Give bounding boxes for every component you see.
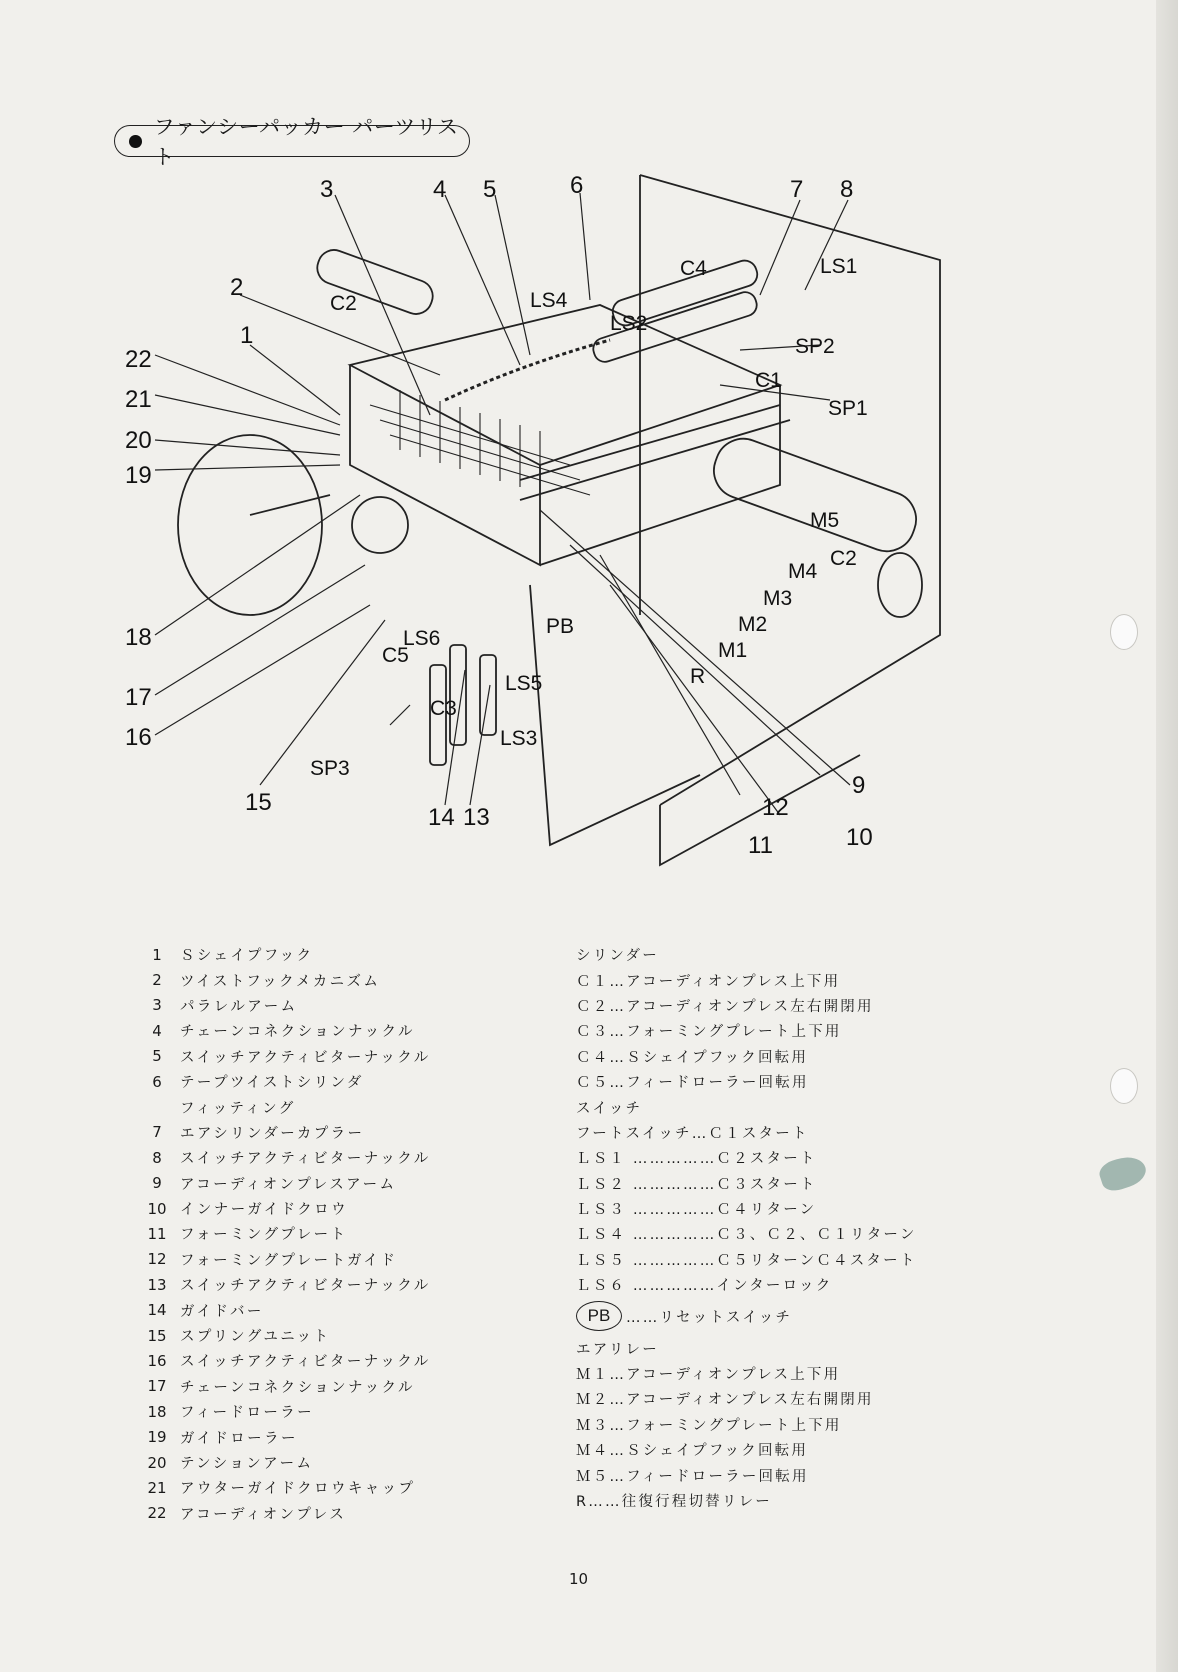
part-number: 12 [147,1250,167,1269]
callout-10: 10 [846,824,873,851]
switch-item: ＬＳ２ ……………Ｃ３スタート [576,1176,817,1193]
part-name: スイッチアクティビターナックル [180,1151,431,1168]
cylinder-item: Ｃ５…フィードローラー回転用 [576,1075,809,1092]
page-edge [1156,0,1178,1672]
part-name: Ｓシェイプフック [180,948,314,965]
callout-9: 9 [852,772,866,799]
punch-hole-top [1110,614,1138,650]
callout-11: 11 [748,832,773,859]
callout-19: 19 [125,462,152,489]
part-row [138,1145,558,1170]
part-number: 7 [152,1123,162,1142]
part-number: 9 [152,1174,162,1193]
part-number: 16 [147,1351,167,1370]
part-row [138,1374,558,1399]
switch-item: ＬＳ３ ……………Ｃ４リターン [576,1202,817,1219]
part-row [138,1348,558,1373]
part-row [138,1247,558,1272]
callout-15: 15 [245,789,272,816]
switch-heading: スイッチ [576,1100,643,1117]
part-number: 19 [147,1428,167,1447]
cylinder-heading: シリンダー [576,948,659,965]
label-ls3: LS3 [500,727,538,750]
part-name: ガイドローラー [180,1430,298,1447]
part-name: フィッティング [180,1100,296,1117]
callout-12: 12 [762,794,789,821]
label-m1: M1 [718,639,748,662]
label-m2: M2 [738,613,768,636]
callout-8: 8 [840,176,854,203]
part-row [138,1501,558,1526]
part-name: インナーガイドクロウ [180,1202,348,1219]
cylinder-item: Ｃ２…アコーディオンプレス左右開閉用 [576,998,874,1015]
label-sp2: SP2 [795,335,835,358]
part-name: アコーディオンプレスアーム [180,1176,397,1193]
part-row [138,993,558,1018]
part-number: 20 [147,1453,167,1472]
relay-item: Ｍ２…アコーディオンプレス左右開閉用 [576,1392,874,1409]
part-name: チェーンコネクションナックル [180,1379,415,1396]
machine-diagram [100,165,1100,925]
part-name: テンションアーム [180,1456,314,1472]
callout-3: 3 [320,176,334,203]
part-name: スイッチアクティビターナックル [180,1278,431,1295]
relay-heading: エアリレー [576,1341,659,1358]
reset-switch-text: ……リセットスイッチ [626,1309,793,1326]
relay-item: Ｍ３…フォーミングプレート上下用 [576,1417,842,1434]
part-row [138,1450,558,1475]
cylinder-item: Ｃ４…Ｓシェイプフック回転用 [576,1049,809,1066]
label-sp1: SP1 [828,397,868,420]
label-sp3: SP3 [310,757,350,780]
part-number: 11 [147,1224,167,1243]
callout-17: 17 [125,684,152,711]
parts-list [138,942,558,1526]
part-row [138,1475,558,1500]
part-number: 21 [147,1478,167,1497]
label-ls2: LS2 [610,312,648,335]
legend [576,942,996,1513]
part-name: フォーミングプレート [180,1227,348,1244]
callout-22: 22 [125,346,152,373]
label-c3: C3 [430,697,457,720]
part-row [138,1069,558,1094]
label-c2-top: C2 [330,292,357,315]
part-number: 1 [152,945,162,964]
switch-item: ＬＳ６ ……………インターロック [576,1278,833,1295]
part-row [138,967,558,992]
relay-item: Ｍ１…アコーディオンプレス上下用 [576,1367,841,1384]
part-row [138,1272,558,1297]
part-name: スイッチアクティビターナックル [180,1049,431,1066]
part-name: ツイストフックメカニズム [180,973,381,990]
part-name: ガイドバー [180,1303,264,1320]
part-number: 10 [147,1199,167,1218]
part-name: エアシリンダーカプラー [180,1125,365,1142]
label-ls4: LS4 [530,289,568,312]
switch-item: フートスイッチ…Ｃ１スタート [576,1125,809,1142]
bullet-icon [129,135,142,148]
callout-1: 1 [240,322,254,349]
label-c5: C5 [382,644,409,667]
relay-item: Ｍ４…Ｓシェイプフック回転用 [576,1443,809,1460]
callout-4: 4 [433,176,447,203]
part-row [138,1094,558,1119]
part-row [138,1221,558,1246]
label-c1: C1 [755,369,782,392]
part-name: テープツイストシリンダ [180,1075,364,1092]
part-number: 8 [152,1148,162,1167]
part-number: 5 [152,1047,162,1066]
part-row [138,1044,558,1069]
part-name: スイッチアクティビターナックル [180,1354,431,1371]
part-number: 6 [152,1072,162,1091]
switch-item: ＬＳ５ ……………Ｃ５リターンＣ４スタート [576,1252,917,1269]
part-row [138,1171,558,1196]
callout-2: 2 [230,274,244,301]
punch-hole-bottom [1110,1068,1138,1104]
cylinder-item: Ｃ１…アコーディオンプレス上下用 [576,973,841,990]
label-pb: PB [546,615,575,638]
callout-16: 16 [125,724,152,751]
part-number: 17 [147,1377,167,1396]
part-name: パラレルアーム [180,998,298,1015]
part-row [138,1424,558,1449]
part-name: スプリングユニット [180,1329,331,1346]
label-c2-right: C2 [830,547,857,570]
part-row [138,1399,558,1424]
pb-badge: PB [576,1301,622,1331]
label-m4: M4 [788,560,818,583]
callout-14: 14 [428,804,455,831]
part-number: 3 [152,996,162,1015]
part-row [138,1120,558,1145]
part-number: 22 [147,1504,167,1523]
part-name: フィードローラー [180,1405,315,1422]
label-r: R [690,665,706,688]
part-row [138,1018,558,1043]
callout-5: 5 [483,176,497,203]
part-number: 13 [147,1275,167,1294]
cylinder-item: Ｃ３…フォーミングプレート上下用 [576,1024,842,1041]
part-number: 2 [152,971,162,990]
callout-13: 13 [463,804,490,831]
part-name: アウターガイドクロウキャップ [180,1481,416,1498]
part-row [138,1297,558,1322]
reciprocating-relay-text: R……往復行程切替リレー [576,1494,772,1510]
part-row [138,1196,558,1221]
label-m3: M3 [763,587,793,610]
switch-item: ＬＳ４ ……………Ｃ３、Ｃ２、Ｃ１リターン [576,1227,917,1244]
paper-stain [1096,1152,1149,1195]
label-ls6: LS6 [403,627,441,650]
part-name: チェーンコネクションナックル [180,1024,415,1041]
part-name: フォーミングプレートガイド [180,1252,398,1269]
label-c4: C4 [680,257,707,280]
label-ls5: LS5 [505,672,543,695]
label-m5: M5 [810,509,840,532]
part-row [138,1323,558,1348]
section-title-text: ファンシーパッカー パーツリスト [153,115,459,169]
label-ls1: LS1 [820,255,858,278]
page-number: 10 [569,1570,589,1588]
part-number: 4 [152,1021,162,1040]
part-number: 14 [147,1301,167,1320]
relay-item: Ｍ５…フィードローラー回転用 [576,1468,809,1485]
reset-switch-row [576,1297,996,1335]
callout-20: 20 [125,427,152,454]
part-row [138,942,558,967]
callout-7: 7 [790,176,804,203]
callout-18: 18 [125,624,152,651]
machine-illustration [100,165,1100,925]
callout-21: 21 [125,386,152,413]
callout-6: 6 [570,172,584,199]
section-title [114,115,470,169]
part-number: 18 [147,1402,167,1421]
part-name: アコーディオンプレス [180,1506,347,1523]
part-number: 15 [147,1326,167,1345]
switch-item: ＬＳ１ ……………Ｃ２スタート [576,1151,817,1168]
